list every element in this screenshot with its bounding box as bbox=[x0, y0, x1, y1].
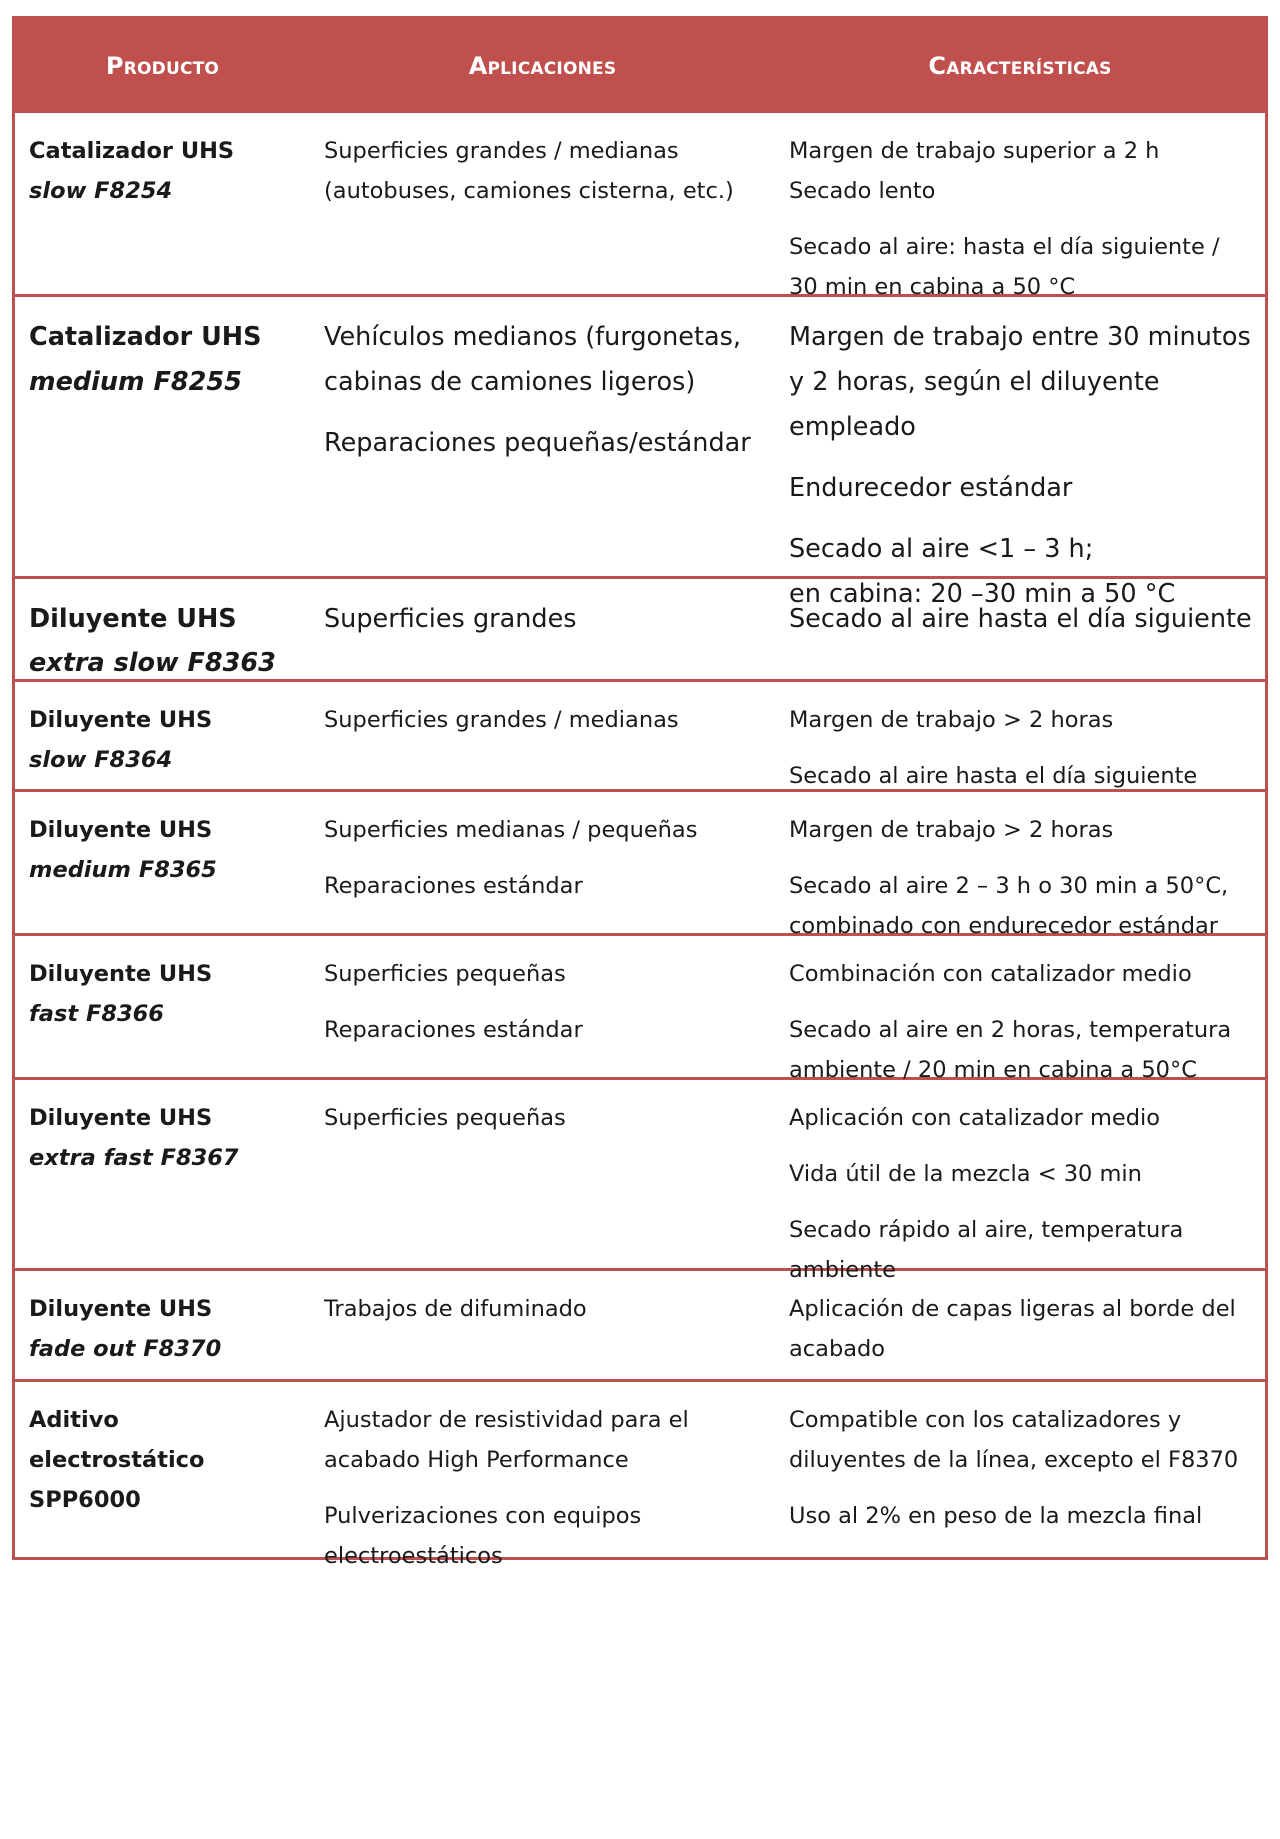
text-line: (autobuses, camiones cisterna, etc.) bbox=[324, 178, 734, 204]
application-item bbox=[324, 700, 765, 740]
text-line: Ajustador de resistividad para el bbox=[324, 1407, 689, 1433]
product-cell bbox=[15, 297, 310, 576]
text-line: electroestáticos bbox=[324, 1543, 503, 1569]
applications-cell bbox=[310, 297, 775, 576]
feature-item bbox=[789, 315, 1257, 450]
text-line: Margen de trabajo superior a 2 h bbox=[789, 138, 1160, 164]
applications-cell bbox=[310, 936, 775, 1077]
features-cell bbox=[775, 1382, 1265, 1557]
application-item bbox=[324, 421, 765, 466]
application-item bbox=[324, 1496, 765, 1576]
feature-item bbox=[789, 866, 1257, 946]
product-table bbox=[12, 16, 1268, 1569]
product-variant: extra slow F8363 bbox=[29, 648, 276, 678]
features-cell bbox=[775, 792, 1265, 939]
text-line: Aplicación con catalizador medio bbox=[789, 1105, 1161, 1131]
table-row bbox=[15, 679, 1265, 789]
features-cell bbox=[775, 1080, 1265, 1283]
application-item bbox=[324, 131, 765, 211]
product-code: SPP6000 bbox=[29, 1487, 141, 1513]
application-item bbox=[324, 954, 765, 994]
text-line: Uso al 2% en peso de la mezcla final bbox=[789, 1503, 1203, 1529]
table-row bbox=[15, 113, 1265, 300]
text-line: Reparaciones estándar bbox=[324, 873, 583, 899]
text-line: Combinación con catalizador medio bbox=[789, 961, 1192, 987]
table-row bbox=[15, 933, 1265, 1083]
product-cell bbox=[15, 1080, 310, 1268]
product-cell bbox=[15, 1382, 310, 1557]
text-line: Superficies grandes bbox=[324, 604, 577, 634]
table-row bbox=[15, 789, 1265, 939]
text-line: Superficies pequeñas bbox=[324, 961, 566, 987]
applications-cell bbox=[310, 792, 775, 933]
feature-item bbox=[789, 1010, 1257, 1090]
features-cell bbox=[775, 1271, 1265, 1379]
text-line: Secado al aire en 2 horas, temperatura bbox=[789, 1017, 1232, 1043]
application-item bbox=[324, 1098, 765, 1138]
text-line: y 2 horas, según el diluyente bbox=[789, 367, 1160, 397]
features-cell bbox=[775, 936, 1265, 1083]
application-item bbox=[324, 597, 765, 641]
text-line: Superficies grandes / medianas bbox=[324, 707, 679, 733]
table-body bbox=[15, 113, 1265, 1569]
product-cell bbox=[15, 579, 310, 679]
text-line: Margen de trabajo entre 30 minutos bbox=[789, 322, 1251, 352]
application-item bbox=[324, 315, 765, 405]
text-line: en cabina: 20 –30 min a 50 °C bbox=[789, 579, 1176, 609]
applications-cell bbox=[310, 579, 775, 679]
text-line: Secado rápido al aire, temperatura bbox=[789, 1217, 1184, 1243]
text-line: Reparaciones estándar bbox=[324, 1017, 583, 1043]
table-row bbox=[15, 1077, 1265, 1283]
text-line: Superficies medianas / pequeñas bbox=[324, 817, 698, 843]
product-cell bbox=[15, 792, 310, 933]
feature-item bbox=[789, 810, 1257, 850]
applications-cell bbox=[310, 1080, 775, 1268]
product-name: Aditivo electrostático bbox=[29, 1407, 205, 1473]
feature-item bbox=[789, 1289, 1257, 1369]
application-item bbox=[324, 1010, 765, 1050]
text-line: Margen de trabajo > 2 horas bbox=[789, 707, 1114, 733]
product-cell bbox=[15, 936, 310, 1077]
applications-cell bbox=[310, 1271, 775, 1379]
text-line: combinado con endurecedor estándar bbox=[789, 913, 1219, 939]
application-item bbox=[324, 866, 765, 906]
table-row bbox=[15, 1268, 1265, 1379]
product-variant: medium F8255 bbox=[29, 367, 242, 397]
features-cell bbox=[775, 113, 1265, 300]
text-line: Trabajos de difuminado bbox=[324, 1296, 587, 1322]
text-line: 30 min en cabina a 50 °C bbox=[789, 274, 1076, 300]
text-line: Superficies pequeñas bbox=[324, 1105, 566, 1131]
product-variant: fast F8366 bbox=[29, 1001, 164, 1027]
feature-item bbox=[789, 227, 1257, 307]
text-line: Pulverizaciones con equipos bbox=[324, 1503, 642, 1529]
product-cell bbox=[15, 682, 310, 789]
text-line: empleado bbox=[789, 412, 916, 442]
feature-item bbox=[789, 597, 1257, 641]
text-line: Secado al aire hasta el día siguiente bbox=[789, 604, 1252, 634]
text-line: ambiente / 20 min en cabina a 50°C bbox=[789, 1057, 1197, 1083]
product-cell bbox=[15, 113, 310, 294]
text-line: cabinas de camiones ligeros) bbox=[324, 367, 696, 397]
feature-item bbox=[789, 1098, 1257, 1138]
application-item bbox=[324, 1289, 765, 1329]
feature-item bbox=[789, 1400, 1257, 1480]
table-header bbox=[15, 19, 1265, 113]
text-line: Secado al aire: hasta el día siguiente / bbox=[789, 234, 1220, 260]
product-name: Diluyente UHS bbox=[29, 1296, 213, 1322]
text-line: Compatible con los catalizadores y bbox=[789, 1407, 1182, 1433]
text-line: Secado al aire 2 – 3 h o 30 min a 50°C, bbox=[789, 873, 1229, 899]
text-line: Superficies grandes / medianas bbox=[324, 138, 679, 164]
features-cell bbox=[775, 297, 1265, 609]
text-line: acabado High Performance bbox=[324, 1447, 629, 1473]
text-line: Secado al aire <1 – 3 h; bbox=[789, 534, 1094, 564]
feature-item bbox=[789, 700, 1257, 740]
features-cell bbox=[775, 579, 1265, 679]
feature-item bbox=[789, 466, 1257, 511]
text-line: Vehículos medianos (furgonetas, bbox=[324, 322, 742, 352]
feature-item bbox=[789, 1154, 1257, 1194]
applications-cell bbox=[310, 682, 775, 789]
text-line: acabado bbox=[789, 1336, 886, 1362]
applications-cell bbox=[310, 113, 775, 294]
text-line: ambiente bbox=[789, 1257, 897, 1283]
product-name: Diluyente UHS bbox=[29, 961, 213, 987]
product-name: Diluyente UHS bbox=[29, 707, 213, 733]
text-line: Reparaciones pequeñas/estándar bbox=[324, 428, 751, 458]
text-line: diluyentes de la línea, excepto el F8370 bbox=[789, 1447, 1239, 1473]
text-line: Secado al aire hasta el día siguiente bbox=[789, 763, 1198, 789]
product-name: Catalizador UHS bbox=[29, 138, 235, 164]
application-item bbox=[324, 1400, 765, 1480]
product-name: Diluyente UHS bbox=[29, 1105, 213, 1131]
product-variant: extra fast F8367 bbox=[29, 1145, 239, 1171]
feature-item bbox=[789, 954, 1257, 994]
table-row bbox=[15, 1379, 1265, 1569]
header-product: Producto bbox=[105, 52, 220, 80]
product-variant: slow F8364 bbox=[29, 747, 173, 773]
product-cell bbox=[15, 1271, 310, 1379]
product-name: Diluyente UHS bbox=[29, 604, 237, 634]
text-line: Aplicación de capas ligeras al borde del bbox=[789, 1296, 1236, 1322]
table-row bbox=[15, 576, 1265, 679]
feature-item bbox=[789, 131, 1257, 211]
feature-item bbox=[789, 756, 1257, 796]
text-line: Secado lento bbox=[789, 178, 936, 204]
application-item bbox=[324, 810, 765, 850]
table-row bbox=[15, 294, 1265, 609]
text-line: Endurecedor estándar bbox=[789, 473, 1073, 503]
feature-item bbox=[789, 1496, 1257, 1536]
product-name: Catalizador UHS bbox=[29, 322, 262, 352]
features-cell bbox=[775, 682, 1265, 789]
product-variant: fade out F8370 bbox=[29, 1336, 222, 1362]
header-features: Características bbox=[928, 52, 1112, 80]
applications-cell bbox=[310, 1382, 775, 1569]
header-applications: Aplicaciones bbox=[468, 52, 617, 80]
text-line: Margen de trabajo > 2 horas bbox=[789, 817, 1114, 843]
text-line: Vida útil de la mezcla < 30 min bbox=[789, 1161, 1142, 1187]
product-variant: slow F8254 bbox=[29, 178, 173, 204]
product-name: Diluyente UHS bbox=[29, 817, 213, 843]
product-variant: medium F8365 bbox=[29, 857, 217, 883]
